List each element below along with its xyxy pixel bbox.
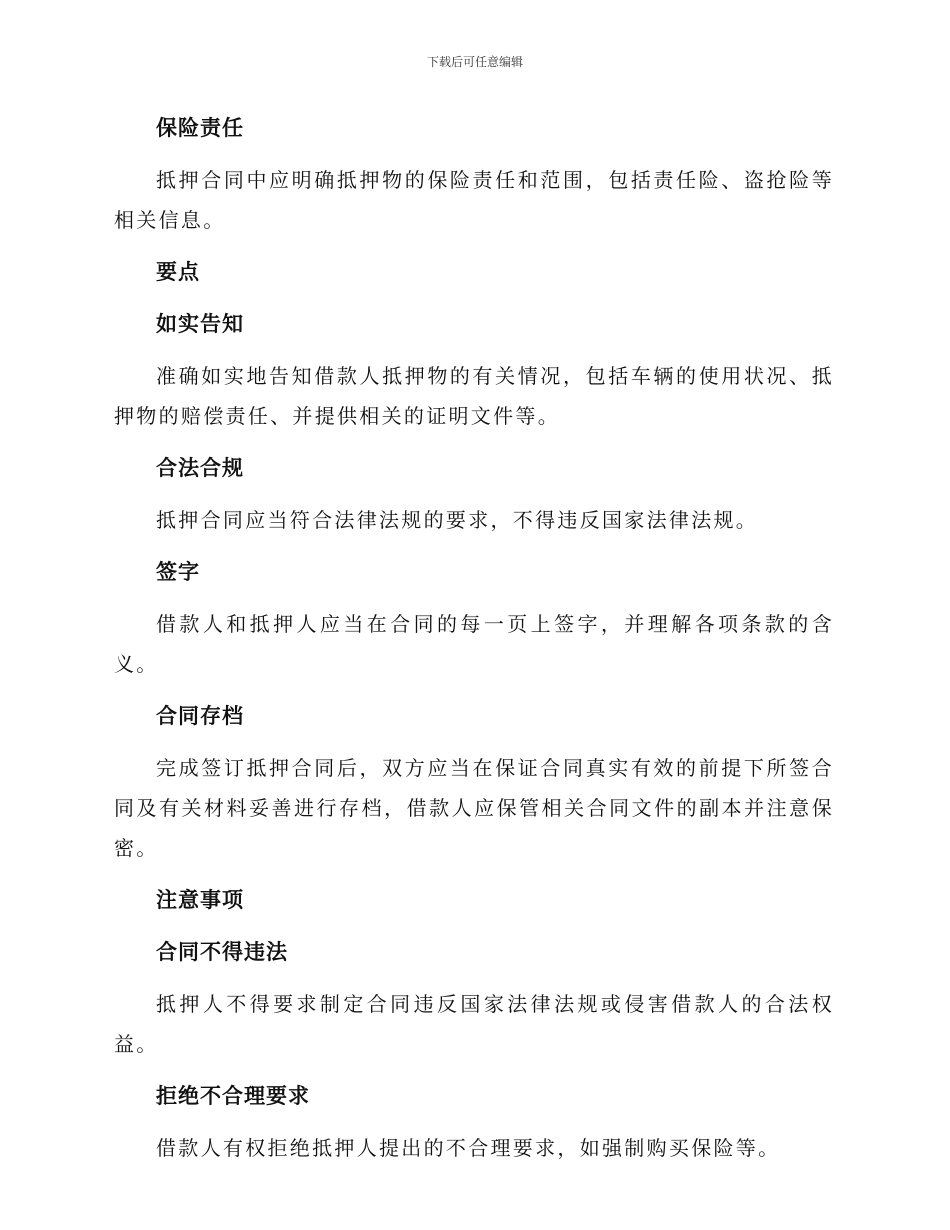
section-heading-refuse-unreasonable: 拒绝不合理要求	[156, 1084, 310, 1108]
section-heading-contract-archiving: 合同存档	[156, 704, 244, 728]
section-heading-signature: 签字	[156, 560, 200, 584]
section-heading-legal-compliance: 合法合规	[156, 456, 244, 480]
paragraph-signature: 借款人和抵押人应当在合同的每一页上签字，并理解各项条款的含义。	[114, 612, 834, 676]
paragraph-no-illegal-contract: 抵押人不得要求制定合同违反国家法律法规或侵害借款人的合法权益。	[114, 992, 834, 1056]
paragraph-refuse-unreasonable: 借款人有权拒绝抵押人提出的不合理要求，如强制购买保险等。	[156, 1136, 781, 1160]
section-heading-truthful-disclosure: 如实告知	[156, 312, 244, 336]
page-header: 下载后可任意编辑	[426, 55, 523, 69]
section-heading-key-points: 要点	[156, 260, 200, 284]
paragraph-contract-archiving: 完成签订抵押合同后，双方应当在保证合同真实有效的前提下所签合同及有关材料妥善进行存档，借款人应保管相关合同文件的副本并注意保密。	[114, 756, 834, 860]
section-heading-precautions: 注意事项	[156, 888, 244, 912]
document-body	[114, 108, 834, 1168]
section-heading-insurance-liability: 保险责任	[156, 116, 244, 140]
paragraph-truthful-disclosure: 准确如实地告知借款人抵押物的有关情况，包括车辆的使用状况、抵押物的赔偿责任、并提供相关的证明文件等。	[114, 364, 834, 428]
section-heading-no-illegal-contract: 合同不得违法	[156, 940, 288, 964]
paragraph-legal-compliance: 抵押合同应当符合法律法规的要求，不得违反国家法律法规。	[156, 508, 759, 532]
paragraph-insurance-liability: 抵押合同中应明确抵押物的保险责任和范围，包括责任险、盗抢险等相关信息。	[114, 168, 834, 232]
